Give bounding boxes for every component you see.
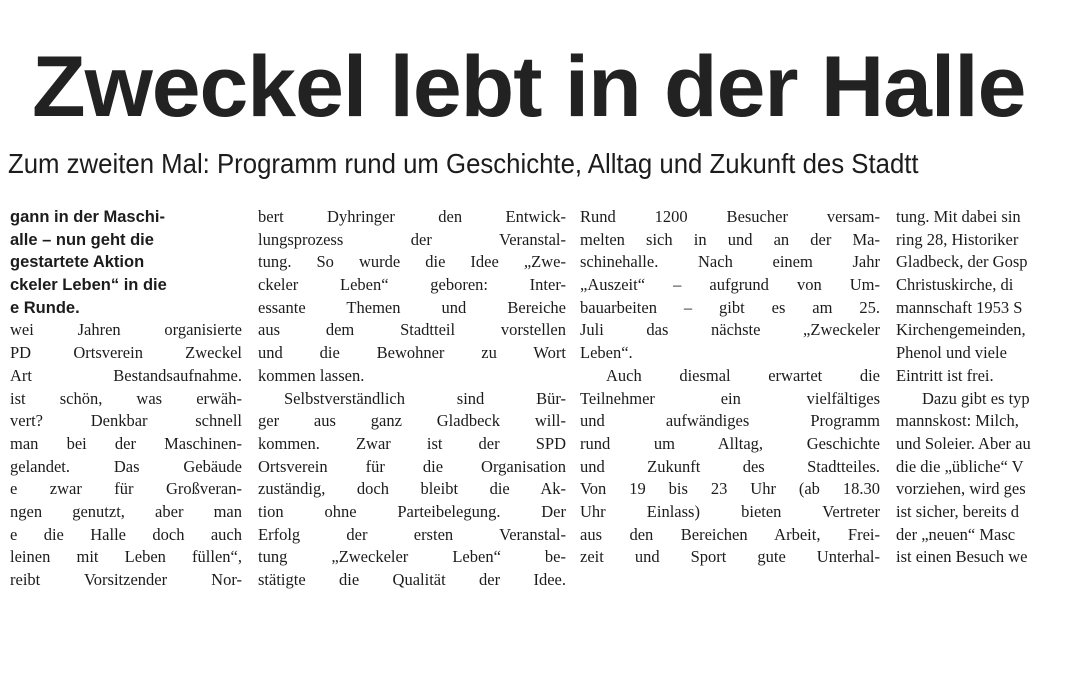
lead-line: gann in der Maschi- (10, 208, 165, 226)
text-line: Christuskirche, di (896, 275, 1014, 295)
text-line: aus den Bereichen Arbeit, Frei- (580, 524, 880, 544)
column-4 (896, 206, 1080, 569)
text-line: Teilnehmer ein vielfältiges (580, 388, 880, 408)
text-line: zuständig, doch bleibt die Ak- (258, 479, 566, 499)
text-line: mannskost: Milch, (896, 411, 1019, 431)
text-line: stätigte die Qualität der Idee. (258, 570, 566, 589)
text-line: e zwar für Großveran- (10, 479, 242, 499)
text-line: tung. So wurde die Idee „Zwe- (258, 252, 566, 272)
text-line: Leben“. (580, 343, 633, 363)
text-line: aus dem Stadtteil vorstellen (258, 320, 566, 340)
text-line: tung. Mit dabei sin (896, 207, 1021, 226)
text-line: Phenol und viele (896, 343, 1007, 363)
text-line: kommen. Zwar ist der SPD (258, 433, 566, 453)
text-line: tung „Zweckeler Leben“ be- (258, 547, 566, 567)
headline: Zweckel lebt in der Halle (32, 39, 1026, 135)
text-line: Gladbeck, der Gosp (896, 252, 1028, 272)
text-line: ist schön, was erwäh- (10, 388, 242, 408)
text-line: Eintritt ist frei. (896, 365, 994, 385)
text-line: der „neuen“ Masc (896, 524, 1016, 544)
text-line: Von 19 bis 23 Uhr (ab 18.30 (580, 479, 880, 499)
text-line: Erfolg der ersten Veranstal- (258, 524, 566, 544)
text-line: Rund 1200 Besucher versam- (580, 207, 880, 226)
text-line: Selbstverständlich sind Bür- (284, 388, 566, 408)
text-line: essante Themen und Bereiche (258, 297, 566, 317)
text-line: und die Bewohner zu Wort (258, 343, 566, 363)
text-line: melten sich in und an der Ma- (580, 229, 880, 249)
text-line: Juli das nächste „Zweckeler (580, 320, 880, 340)
text-line: und Zukunft des Stadtteiles. (580, 456, 880, 476)
text-line: leinen mit Leben füllen“, (10, 547, 242, 567)
text-line: Kirchengemeinden, (896, 320, 1026, 340)
column-1 (10, 206, 242, 592)
text-line: man bei der Maschinen- (10, 433, 242, 453)
text-line: Uhr Einlass) bieten Vertreter (580, 501, 880, 521)
text-line: gelandet. Das Gebäude (10, 456, 242, 476)
text-line: ist einen Besuch we (896, 547, 1028, 567)
text-line: Ortsverein für die Organisation (258, 456, 566, 476)
text-line: schinehalle. Nach einem Jahr (580, 252, 880, 272)
text-line: wei Jahren organisierte (10, 320, 242, 340)
text-line: e die Halle doch auch (10, 524, 242, 544)
subheadline: Zum zweiten Mal: Programm rund um Geschichte, Alltag und Zukunft des Stadtt (8, 148, 919, 179)
text-line: lungsprozess der Veranstal- (258, 229, 566, 249)
text-line: reibt Vorsitzender Nor- (10, 570, 242, 589)
text-line: PD Ortsverein Zweckel (10, 343, 242, 363)
text-line: ger aus ganz Gladbeck will- (258, 411, 566, 431)
text-line: und aufwändiges Programm (580, 411, 880, 431)
lead-line: alle – nun geht die (10, 230, 154, 249)
text-line: ist sicher, bereits d (896, 501, 1020, 521)
text-line: tion ohne Parteibelegung. Der (258, 501, 566, 521)
text-line: die die „übliche“ V (896, 456, 1024, 476)
text-line: Auch diesmal erwartet die (606, 365, 880, 385)
text-line: ckeler Leben“ geboren: Inter- (258, 275, 566, 295)
lead-line: ckeler Leben“ in die (10, 276, 167, 295)
column-2 (258, 206, 566, 592)
text-line: Art Bestandsaufnahme. (10, 365, 242, 385)
lead-line: e Runde. (10, 298, 80, 317)
text-line: und Soleier. Aber au (896, 433, 1031, 453)
text-line: vorziehen, wird ges (896, 479, 1026, 499)
text-line: bert Dyhringer den Entwick- (258, 207, 566, 226)
text-line: mannschaft 1953 S (896, 297, 1023, 317)
text-line: bauarbeiten – gibt es am 25. (580, 297, 880, 317)
lead-line: gestartete Aktion (10, 253, 145, 272)
text-line: Dazu gibt es typ (922, 388, 1030, 408)
text-line: ngen genutzt, aber man (10, 501, 242, 521)
text-line: kommen lassen. (258, 365, 365, 385)
text-line: zeit und Sport gute Unterhal- (580, 547, 880, 567)
text-line: „Auszeit“ – aufgrund von Um- (580, 275, 880, 295)
text-line: rund um Alltag, Geschichte (580, 433, 880, 453)
text-line: ring 28, Historiker (896, 229, 1019, 249)
column-3 (580, 206, 880, 569)
text-line: vert? Denkbar schnell (10, 411, 242, 431)
